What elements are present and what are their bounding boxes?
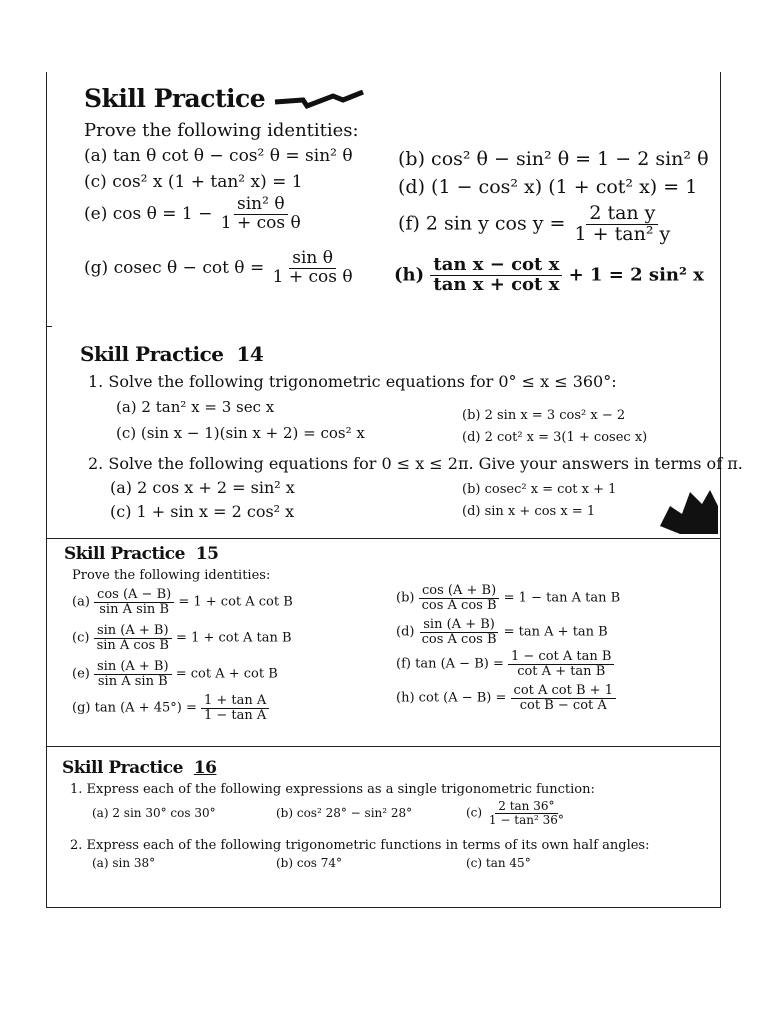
fraction: $\frac{\cos (A - B)}{\text{sin A sin B}}$ — [94, 588, 174, 616]
scribble-mark — [273, 90, 365, 112]
identity-item: (d) (1 − cos² x) (1 + cot² x) = 1 — [398, 176, 698, 198]
question-item: (b) cos² 28° − sin² 28° — [276, 806, 413, 820]
identity-item: (a) tan θ cot θ − cos² θ = sin² θ — [84, 146, 353, 166]
page-border-right — [720, 72, 721, 908]
question-item: (d) 2 cot² x = 3(1 + cosec x) — [462, 430, 648, 445]
page-border-left — [46, 72, 47, 908]
identity-item: (a) $\frac{\cos (A - B)}{\text{sin A sin B}}$ = 1 + cot A cot B — [72, 587, 293, 617]
question-text: 1. Express each of the following expressions as a single trigonometric function: — [70, 782, 595, 797]
fraction: $\frac{\sin (A + B)}{\text{cos A cos B}}$ — [421, 617, 497, 647]
identity-item: (g) cosec θ − cot θ = $\frac{\text{sin θ}}{\text{1 + cos θ}}$ — [84, 250, 356, 287]
instruction-text: Prove the following identities: — [72, 568, 271, 583]
question-item: (c) (sin x − 1)(sin x + 2) = cos² x — [116, 424, 365, 442]
fraction: $\frac{\text{1 + tan A}}{\text{1 − tan A}}$ — [201, 694, 269, 722]
fraction: $\frac{\sin (A + B)}{\text{sin A cos B}}$ — [94, 624, 172, 652]
fraction: $\frac{\text{sin θ}}{\text{1 + cos θ}}$ — [272, 248, 353, 287]
question-text: 2. Solve the following equations for 0 ≤ x ≤ 2π. Give your answers in terms of π. — [88, 454, 743, 473]
question-item: (d) sin x + cos x = 1 — [462, 504, 596, 519]
fraction: $\frac{\text{cot A cot B + 1}}{\text{cot B − cot A}}$ — [511, 684, 616, 712]
question-item: (a) 2 sin 30° cos 30° — [92, 806, 216, 820]
section-divider — [46, 538, 721, 539]
identity-item: (g) tan (A + 45°) = $\frac{\text{1 + tan A}}{\text{1 − tan A}}$ — [72, 694, 269, 722]
fraction: $\frac{\text{1 − cot A tan B}}{\text{cot A + tan B}}$ — [508, 650, 614, 678]
question-item: (b) 2 sin x = 3 cos² x − 2 — [462, 408, 626, 423]
question-text: 1. Solve the following trigonometric equations for 0° ≤ x ≤ 360°: — [88, 372, 617, 391]
question-item: (a) 2 cos x + 2 = sin² x — [110, 478, 295, 497]
question-item: (c) $\frac{2 \tan 36^\circ}{\text{1 − tan² 36°}}$ — [466, 800, 567, 826]
identity-item: (h) cot (A − B) = $\frac{\text{cot A cot B + 1}}{\text{cot B − cot A}}$ — [396, 684, 616, 712]
section-title: Skill Practice 14 — [80, 342, 264, 366]
instruction-text: Prove the following identities: — [84, 120, 359, 141]
identity-item: (b) $\frac{\cos (A + B)}{\text{cos A cos B}}$ = 1 − tan A tan B — [396, 583, 621, 613]
question-item: (a) sin 38° — [92, 856, 156, 870]
fraction: $\frac{\text{tan x − cot x}}{\text{tan x + cot x}}$ — [430, 256, 562, 295]
identity-item: (b) cos² θ − sin² θ = 1 − 2 sin² θ — [398, 148, 709, 170]
page-border-bottom — [46, 907, 721, 908]
identity-item: (f) 2 sin y cos y = $\frac{\text{2 tan y}}{\text{1 + tan² y}}$ — [398, 204, 673, 245]
question-item: (a) 2 tan² x = 3 sec x — [116, 398, 275, 416]
fraction: $\frac{\text{sin² θ}}{\text{1 + cos θ}}$ — [220, 194, 301, 233]
identity-item: (c) $\frac{\sin (A + B)}{\text{sin A cos B}}$ = 1 + cot A tan B — [72, 623, 292, 653]
identity-item: (e) $\frac{\sin (A + B)}{\text{sin A sin B}}$ = cot A + cot B — [72, 659, 278, 689]
ink-blot — [650, 486, 720, 536]
section-divider — [46, 326, 52, 327]
fraction: $\frac{\sin (A + B)}{\text{sin A sin B}}$ — [94, 660, 172, 688]
section-title: Skill Practice 15 — [64, 544, 219, 564]
identity-item: (h) $\frac{\text{tan x − cot x}}{\text{tan x + cot x}}$ + 1 = 2 sin² x — [394, 254, 704, 295]
fraction: $\frac{\cos (A + B)}{\text{cos A cos B}}$ — [419, 584, 500, 612]
question-item: (c) tan 45° — [466, 856, 531, 870]
question-text: 2. Express each of the following trigonometric functions in terms of its own half angles: — [70, 838, 650, 853]
identity-item: (c) cos² x (1 + tan² x) = 1 — [84, 172, 303, 192]
section-divider — [46, 746, 721, 747]
fraction: $\frac{2 \tan 36^\circ}{\text{1 − tan² 36°}}$ — [488, 799, 564, 827]
identity-item: (d) $\frac{\sin (A + B)}{\text{cos A cos B}}$ = tan A + tan B — [396, 617, 608, 647]
question-item: (c) 1 + sin x = 2 cos² x — [110, 502, 295, 521]
identity-item: (f) tan (A − B) = $\frac{\text{1 − cot A tan B}}{\text{cot A + tan B}}$ — [396, 650, 614, 678]
question-item: (b) cosec² x = cot x + 1 — [462, 482, 617, 497]
section-title: Skill Practice 16 — [62, 758, 217, 778]
question-item: (b) cos 74° — [276, 856, 343, 870]
section-title: Skill Practice — [84, 84, 365, 113]
identity-item: (e) cos θ = 1 − $\frac{\text{sin² θ}}{\text{1 + cos θ}}$ — [84, 196, 304, 233]
fraction: $\frac{\text{2 tan y}}{\text{1 + tan² y}}$ — [574, 202, 671, 245]
